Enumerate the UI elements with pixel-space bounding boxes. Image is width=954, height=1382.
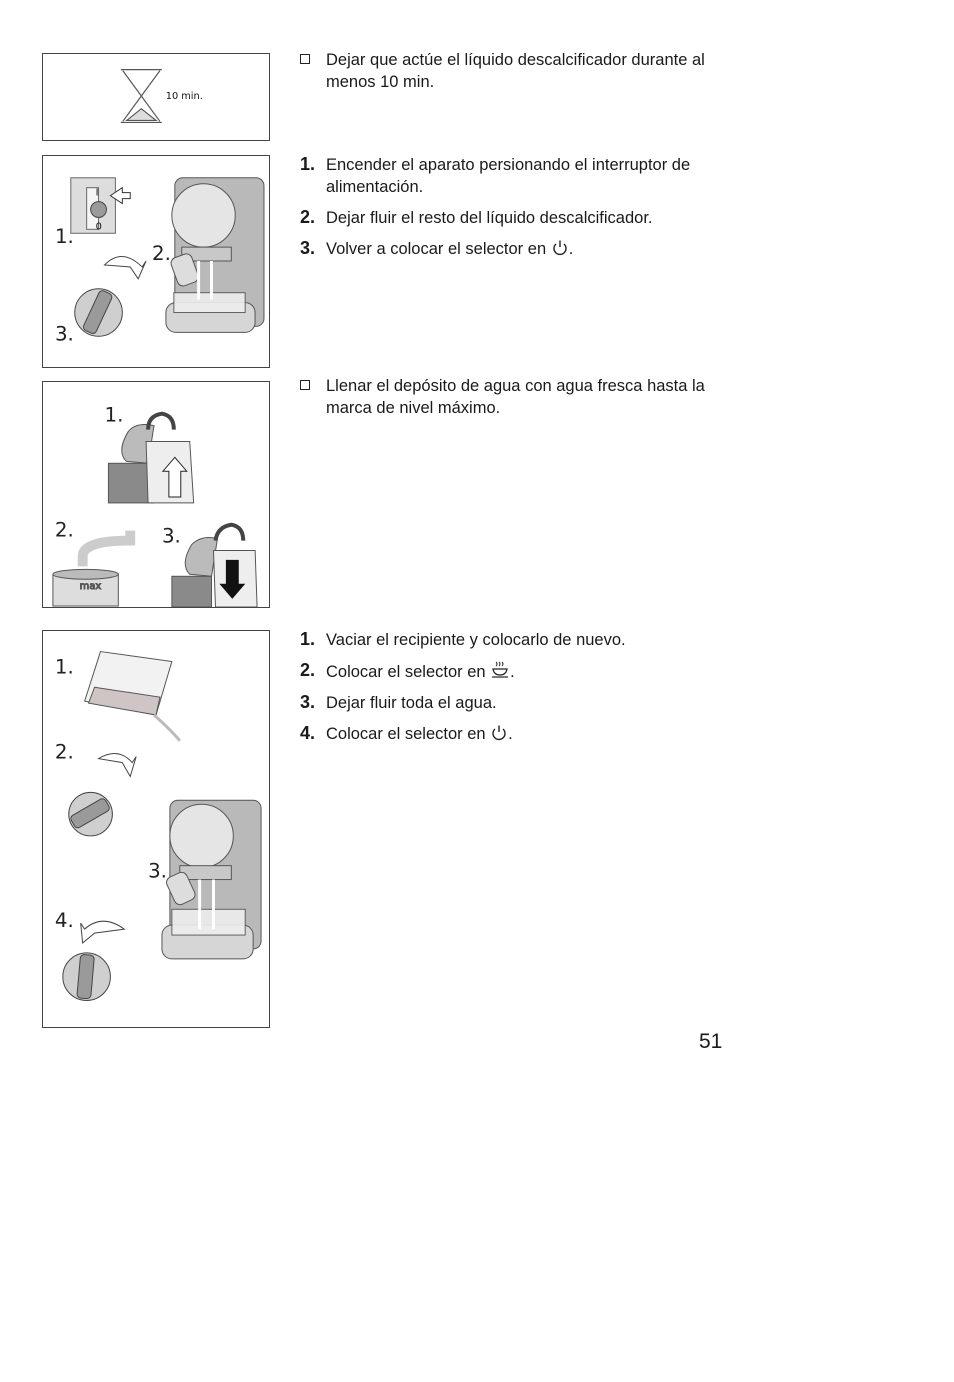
step-item bbox=[300, 238, 730, 260]
figure-rinse bbox=[42, 630, 270, 1028]
step-suffix: . bbox=[510, 663, 515, 681]
step-text: Colocar el selector en bbox=[326, 725, 486, 743]
step-number: 1. bbox=[300, 154, 316, 174]
step-item bbox=[300, 660, 730, 683]
rotate-arrow-icon bbox=[104, 257, 146, 279]
coffee-machine-illustration bbox=[166, 178, 264, 333]
tap-fill-illustration bbox=[53, 531, 130, 606]
figure-switch-on bbox=[42, 155, 270, 368]
figure-step-label: 1. bbox=[54, 225, 74, 249]
steam-cup-icon bbox=[490, 660, 510, 680]
step-suffix: . bbox=[508, 725, 513, 743]
selector-knob-illustration bbox=[63, 921, 124, 1000]
step-text: Colocar el selector en bbox=[326, 663, 486, 681]
figure-hourglass bbox=[42, 53, 270, 141]
selector-knob-illustration bbox=[69, 754, 136, 836]
step-number: 1. bbox=[300, 629, 316, 649]
step-text: Dejar fluir toda el agua. bbox=[326, 694, 497, 712]
step-text: Dejar fluir el resto del líquido descalcificador. bbox=[326, 209, 653, 227]
power-icon bbox=[551, 239, 569, 257]
step-item bbox=[300, 154, 730, 198]
checkbox-bullet-icon bbox=[300, 54, 310, 64]
step-item bbox=[300, 629, 730, 651]
power-icon bbox=[490, 724, 508, 742]
figure-step-label: 2. bbox=[152, 242, 171, 266]
figure-step-label: 1. bbox=[54, 655, 74, 679]
step-item bbox=[300, 207, 730, 229]
figure-step-label: 1. bbox=[104, 403, 124, 427]
rotate-arrow-icon bbox=[99, 754, 137, 777]
switch-on-label: I bbox=[95, 187, 99, 199]
bullet-text: Dejar que actúe el líquido descalcificador durante al menos 10 min. bbox=[326, 51, 705, 91]
rotate-arrow-icon bbox=[81, 921, 125, 943]
section-rinse bbox=[300, 629, 730, 754]
section-switch-on bbox=[300, 154, 730, 269]
figure-fill-tank bbox=[42, 381, 270, 608]
step-number: 4. bbox=[300, 723, 316, 743]
hourglass-icon bbox=[121, 70, 162, 123]
bullet-item bbox=[300, 49, 730, 93]
bullet-item bbox=[300, 375, 730, 419]
step-number: 2. bbox=[300, 660, 316, 680]
step-number: 3. bbox=[300, 692, 316, 712]
selector-knob-illustration bbox=[75, 257, 146, 337]
hourglass-label: 10 min. bbox=[165, 90, 203, 102]
switch-off-label: 0 bbox=[95, 221, 102, 233]
pour-container-illustration bbox=[85, 652, 180, 741]
section-fill-tank bbox=[300, 375, 730, 428]
remove-tank-illustration bbox=[108, 414, 193, 503]
step-item bbox=[300, 692, 730, 714]
checkbox-bullet-icon bbox=[300, 380, 310, 390]
figure-step-label: 2. bbox=[54, 518, 74, 542]
step-number: 2. bbox=[300, 207, 316, 227]
step-text: Volver a colocar el selector en bbox=[326, 240, 547, 258]
section-wait bbox=[300, 49, 730, 102]
figure-step-label: 3. bbox=[148, 859, 167, 883]
power-switch-illustration bbox=[71, 178, 130, 233]
insert-tank-illustration bbox=[172, 525, 257, 607]
figure-step-label: 4. bbox=[54, 909, 74, 933]
page-number: 51 bbox=[699, 1030, 723, 1053]
figure-step-label: 3. bbox=[54, 322, 74, 346]
figure-step-label: 3. bbox=[161, 524, 181, 548]
step-number: 3. bbox=[300, 238, 316, 258]
bullet-text: Llenar el depósito de agua con agua fresca hasta la marca de nivel máximo. bbox=[326, 377, 705, 417]
step-text: Encender el aparato persionando el interruptor de alimentación. bbox=[326, 156, 691, 196]
hourglass-illustration bbox=[43, 54, 269, 140]
step-item bbox=[300, 723, 730, 745]
tank-max-label: max bbox=[79, 581, 102, 593]
coffee-machine-illustration bbox=[162, 800, 261, 959]
step-text: Vaciar el recipiente y colocarlo de nuevo. bbox=[326, 631, 626, 649]
step-suffix: . bbox=[568, 240, 574, 258]
figure-step-label: 2. bbox=[54, 740, 74, 764]
